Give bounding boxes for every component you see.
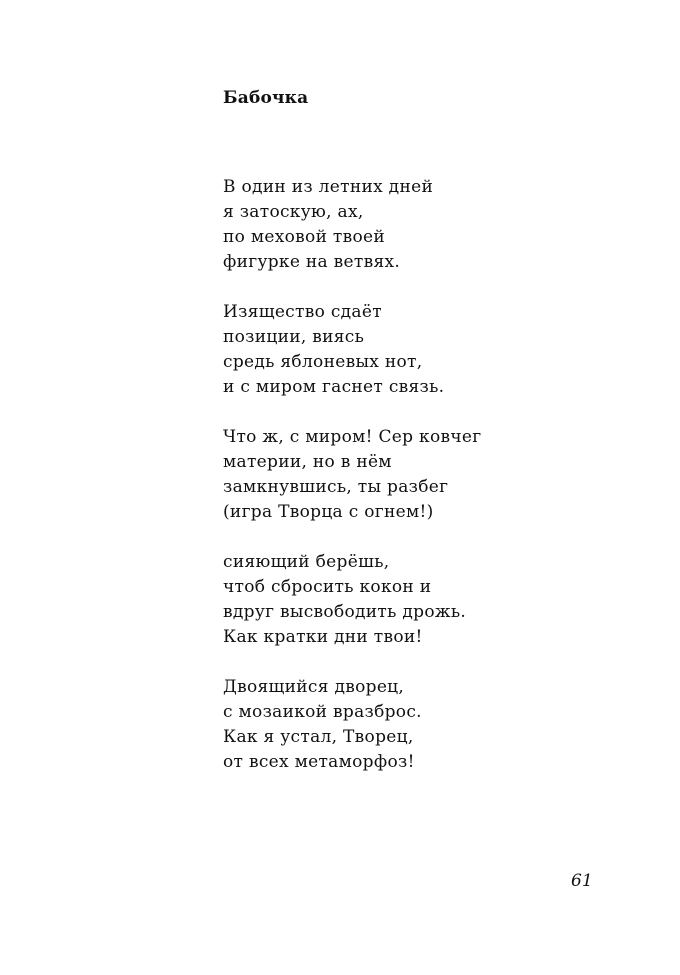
poem-line: вдруг высвободить дрожь. [223,602,467,622]
poem-line: Изящество сдаёт [223,302,382,322]
poem-line: позиции, виясь [223,327,365,347]
poem-line: и с миром гаснет связь. [223,377,445,397]
poem-line: Что ж, с миром! Сер ковчег [223,427,482,447]
page-number: 61 [571,871,593,891]
poem-title: Бабочка [223,88,309,108]
poem-line: по меховой твоей [223,227,386,247]
stanza [223,175,623,275]
poem-line: с мозаикой вразброс. [223,702,422,722]
poem-line: замкнувшись, ты разбег [223,477,449,497]
poem-line: материи, но в нём [223,452,392,472]
poem-line: я затоскую, ах, [223,202,364,222]
poem-line: средь яблоневых нот, [223,352,423,372]
stanza [223,550,623,650]
poem-line: от всех метаморфоз! [223,752,415,772]
poem-line: Как я устал, Творец, [223,727,414,747]
poem-line: Как кратки дни твои! [223,627,423,647]
poem-line: (игра Творца с огнем!) [223,502,434,522]
poem-line: чтоб сбросить кокон и [223,577,432,597]
poem-body [223,175,623,800]
poem-line: сияющий берёшь, [223,552,390,572]
stanza [223,675,623,775]
poem-line: Двоящийся дворец, [223,677,405,697]
stanza [223,300,623,400]
poem-line: фигурке на ветвях. [223,252,401,272]
stanza [223,425,623,525]
poem-line: В один из летних дней [223,177,434,197]
